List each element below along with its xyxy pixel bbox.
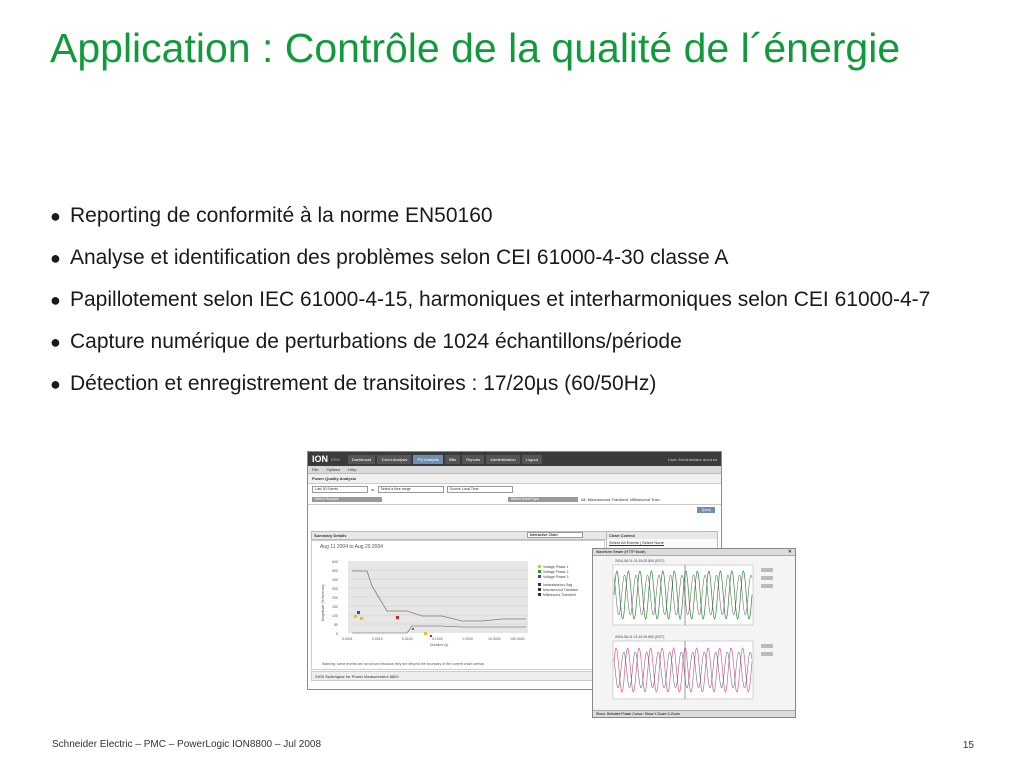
- menu-options[interactable]: Options: [326, 467, 341, 472]
- menu-file[interactable]: File: [312, 467, 319, 472]
- event-point[interactable]: [424, 632, 427, 635]
- y-axis-label: Magnitude (% Nominal): [321, 584, 325, 621]
- or-label: or: [371, 487, 375, 492]
- app-header: [308, 452, 721, 466]
- x-tick: 100.0000: [510, 637, 525, 641]
- slide-footer: Schneider Electric – PMC – PowerLogic ION8800 – Jul 2008: [52, 739, 322, 750]
- waveform-viewer: [592, 548, 796, 718]
- section-title: Power Quality Analysis: [308, 474, 721, 484]
- x-tick: 0.0001: [342, 637, 353, 641]
- query-button[interactable]: Query: [697, 507, 715, 513]
- legend-swatch: [761, 652, 773, 656]
- legend-swatch: [538, 583, 541, 586]
- bullet-text: Analyse et identification des problèmes selon CEI 61000-4-30 classe A: [70, 246, 729, 269]
- x-tick: 10.0000: [488, 637, 501, 641]
- timezone-select[interactable]: Source Local Time: [447, 486, 513, 493]
- app-logo-sub: EEM: [331, 456, 340, 462]
- tab-logout[interactable]: Logout: [522, 455, 542, 464]
- tab-pq-analysis[interactable]: PQ Analysis: [413, 455, 443, 464]
- event-point[interactable]: [354, 615, 357, 618]
- waveform-caption-1: 2004-08-11 01:19:20.800 (EDT): [615, 559, 665, 563]
- bullet-item: [50, 370, 1000, 398]
- y-tick: 300: [332, 587, 338, 591]
- y-tick: 200: [332, 596, 338, 600]
- legend-entry: Millisecond Transient: [543, 593, 576, 597]
- y-tick: 0: [336, 632, 338, 636]
- event-point[interactable]: [360, 617, 363, 620]
- bullet-text: Détection et enregistrement de transitoires : 17/20µs (60/50Hz): [70, 372, 657, 395]
- select-sources-button[interactable]: Select Sources: [312, 497, 382, 502]
- waveform-footer: Show: Selected Phase Cursor: Show Y-Zoom X-Zoom: [593, 710, 796, 717]
- event-point[interactable]: [396, 616, 399, 619]
- y-tick: 400: [332, 578, 338, 582]
- bullet-dot-icon: ●: [50, 206, 61, 226]
- view-select[interactable]: Interactive Chart: [527, 532, 583, 538]
- y-tick: 600: [332, 560, 338, 564]
- query-row: [308, 505, 721, 515]
- bullet-text: Reporting de conformité à la norme EN50160: [70, 204, 493, 227]
- waveform-title-bar: [593, 549, 795, 556]
- source-row: [308, 495, 721, 505]
- select-event-type-button[interactable]: Select Event Type: [508, 497, 578, 502]
- magnitude-duration-chart: [311, 540, 605, 670]
- x-tick: 0.0010: [372, 637, 383, 641]
- bullet-item: [50, 202, 1000, 230]
- chart-title: Aug 11 2004 to Aug 20 2004: [320, 544, 384, 550]
- y-tick: 100: [332, 614, 338, 618]
- event-point[interactable]: [357, 611, 360, 614]
- legend-swatch: [761, 576, 773, 580]
- tab-dashboard[interactable]: Dashboard: [348, 455, 376, 464]
- legend-swatch: [761, 584, 773, 588]
- summary-header: [311, 531, 607, 540]
- user-label: User: Administrator account: [667, 456, 717, 462]
- legend-entry: Voltage Phase 3: [543, 575, 569, 579]
- events-select[interactable]: Last 30 Events: [312, 486, 368, 493]
- legend-swatch: [538, 565, 541, 568]
- bullet-item: [50, 286, 1000, 314]
- bullet-dot-icon: ●: [50, 248, 61, 268]
- tab-trend-analysis[interactable]: Trend Analysis: [377, 455, 411, 464]
- chart-warning: Warning: some events are not shown because they are beyond the boundary of the current chart overlay.: [322, 662, 485, 666]
- legend-entry: Voltage Phase 1: [543, 565, 569, 569]
- legend-swatch: [538, 575, 541, 578]
- event-point[interactable]: [412, 628, 414, 630]
- bullet-dot-icon: ●: [50, 374, 61, 394]
- event-types-label: All, Microsecond Transient, Millisecond Tran...: [581, 497, 663, 502]
- waveform-caption-2: 2004-08-11 01:19:20.800 (EDT): [615, 635, 665, 639]
- y-tick: 500: [332, 569, 338, 573]
- x-tick: 0.0100: [402, 637, 413, 641]
- legend-swatch: [761, 568, 773, 572]
- legend-swatch: [761, 644, 773, 648]
- chart-control-links[interactable]: Select All Events | Select None: [609, 540, 664, 545]
- page-number: 15: [962, 740, 974, 751]
- legend-swatch: [538, 570, 541, 573]
- tab-reports[interactable]: Reports: [462, 455, 484, 464]
- app-logo: ION: [312, 454, 329, 464]
- app-menu: [308, 466, 721, 474]
- bullet-text: Papillotement selon IEC 61000-4-15, harmoniques et interharmoniques selon CEI 61000-4-7: [70, 288, 931, 311]
- legend-entry: Voltage Phase 2: [543, 570, 569, 574]
- tab-administration[interactable]: Administration: [486, 455, 519, 464]
- bullet-list: [50, 202, 1000, 412]
- x-tick: 1.0000: [462, 637, 473, 641]
- bullet-dot-icon: ●: [50, 290, 61, 310]
- legend-swatch: [538, 593, 541, 596]
- tab-bills[interactable]: Bills: [445, 455, 460, 464]
- time-range-select[interactable]: Select a time range: [378, 486, 444, 493]
- chart-control-title: Chart Control: [607, 532, 717, 539]
- x-tick: 0.1000: [432, 637, 443, 641]
- y-tick: 50: [334, 623, 338, 627]
- legend-entry: Instantaneous Sag: [543, 583, 573, 587]
- close-icon[interactable]: ✕: [787, 549, 792, 555]
- chart-svg: [312, 541, 604, 669]
- filter-row: [308, 484, 721, 495]
- summary-title: Summary Details: [314, 533, 347, 538]
- legend-swatch: [538, 588, 541, 591]
- x-axis-label: Duration (s): [430, 643, 449, 647]
- bullet-text: Capture numérique de perturbations de 1024 échantillons/période: [70, 330, 682, 353]
- menu-help[interactable]: Help: [348, 467, 357, 472]
- status-text: 2309 Switchgear for Power Measurement 8800: [315, 673, 399, 679]
- waveform-title: Waveform Viewer (HTTP Mode): [596, 550, 646, 554]
- bullet-item: [50, 328, 1000, 356]
- bullet-item: [50, 244, 1000, 272]
- legend-entry: Microsecond Transient: [543, 588, 579, 592]
- bullet-dot-icon: ●: [50, 332, 61, 352]
- slide-title: Application : Contrôle de la qualité de l´énergie: [50, 25, 901, 71]
- y-tick: 150: [332, 605, 338, 609]
- waveform-svg: [593, 556, 795, 716]
